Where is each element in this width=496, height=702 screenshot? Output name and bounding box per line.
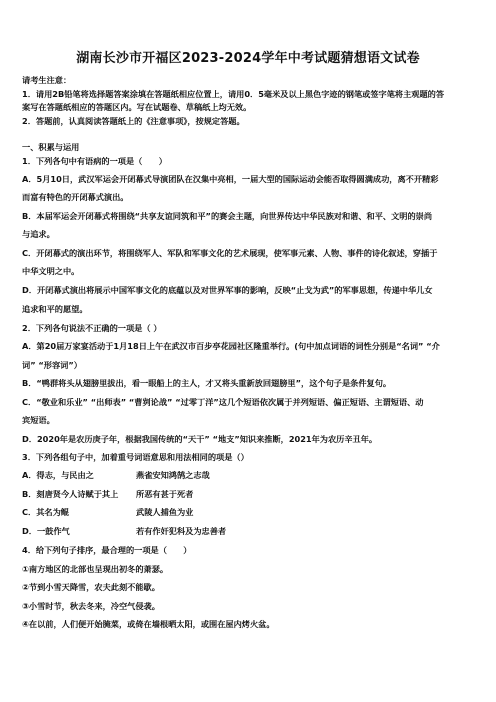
q3-option-c-left: C．其名为鲲 — [22, 507, 69, 517]
q4-stem: 4．给下列句子排序，最合理的一项是（ ） — [22, 545, 192, 555]
q2-option-a: A．第20届万家宴活动于1月18日上午在武汉市百步亭花园社区隆重举行。(句中加点词语的词性分别是“名词” “介 — [22, 341, 440, 351]
q2-option-c-cont: 宾短语。 — [22, 415, 55, 425]
q3-option-a-left: A．得志，与民由之 — [22, 470, 94, 480]
q3-option-c-right: 武陵人捕鱼为业 — [136, 507, 194, 517]
q1-option-d: D．开闭幕式演出将展示中国军事文化的底蕴以及对世界军事的影响，反映“止戈为武”的军事思想，传递中华儿女 — [22, 285, 433, 295]
q2-option-a-cont: 词” “形容词”） — [22, 360, 82, 370]
q1-stem: 1．下列各句中有语病的一项是（ ） — [22, 156, 167, 166]
q1-option-c-cont: 中华文明之中。 — [22, 266, 80, 276]
q2-stem: 2．下列各句说法不正确的一项是（ ） — [22, 323, 162, 333]
notice-item-1-cont: 案写在答题纸相应的答题区内。写在试题卷、草稿纸上均无效。 — [22, 102, 252, 112]
q1-option-b-cont: 与追求。 — [22, 229, 55, 239]
q1-option-d-cont: 追求和平的愿望。 — [22, 304, 88, 314]
q3-option-d-left: D．一鼓作气 — [22, 526, 70, 536]
q4-sentence-2: ②节到小雪天降雪，农夫此刻不能歇。 — [22, 582, 160, 592]
notice-item-1: 1．请用2B铅笔将选择题答案涂填在答题纸相应位置上，请用0．5毫米及以上黑色字迹的钢笔或签字笔将主观题的答 — [22, 89, 445, 99]
q2-option-b: B．“鸭群将头从翅膀里拔出，看一眼船上的主人，才又将头重新放回翅膀里”，这个句子是条件复句。 — [22, 378, 392, 388]
q2-option-c: C．“敬业和乐业” “出师表” “曹刿论战” “过零丁洋”这几个短语依次属于并列短语、偏正短语、主谓短语、动 — [22, 397, 424, 407]
q4-sentence-1: ①南方地区的北部也呈现出初冬的萧瑟。 — [22, 564, 169, 574]
q1-option-c: C．开闭幕式的演出环节，将围绕军人、军队和军事文化的艺术展现，使军事元素、人物、事件的诗化叙述，穿插于 — [22, 248, 438, 258]
q1-option-a-cont: 而富有特色的开闭幕式演出。 — [22, 192, 129, 202]
q4-sentence-4: ④在以前，人们便开始腌菜，或倚在墙根晒太阳，或围在屋内烤火盆。 — [22, 619, 275, 629]
section-heading: 一、积累与运用 — [22, 142, 80, 152]
notice-heading: 请考生注意： — [22, 75, 72, 85]
q2-option-d: D．2020年是农历庚子年，根据我国传统的“天干” “地支”知识来推断，2021年为农历辛丑年。 — [22, 434, 378, 444]
q3-option-b-left: B．刻唐贤今人诗赋于其上 — [22, 489, 119, 499]
notice-item-2: 2．答题前，认真阅读答题纸上的《注意事项》，按规定答题。 — [22, 116, 245, 126]
q3-option-a-right: 燕雀安知鸿鹄之志哉 — [136, 470, 210, 480]
q1-option-a: A．5月10日，武汉军运会开闭幕式导演团队在汉集中亮相，一届大型的国际运动会能否取得圆满成功，离不开精彩 — [22, 174, 439, 184]
q1-option-b: B．本届军运会开闭幕式将围绕“共享友谊同筑和平”的赛会主题，向世界传达中华民族对和谐、和平、文明的崇尚 — [22, 211, 433, 221]
q3-stem: 3．下列各组句子中，加着重号词语意思和用法相同的项是（） — [22, 452, 249, 462]
q3-option-d-right: 若有作奸犯科及为忠善者 — [136, 526, 227, 536]
q4-sentence-3: ③小雪时节，秋去冬来，冷空气侵袭。 — [22, 601, 160, 611]
q3-option-b-right: 所恶有甚于死者 — [136, 489, 194, 499]
page-title: 湖南长沙市开福区2023-2024学年中考试题猜想语文试卷 — [76, 51, 420, 66]
